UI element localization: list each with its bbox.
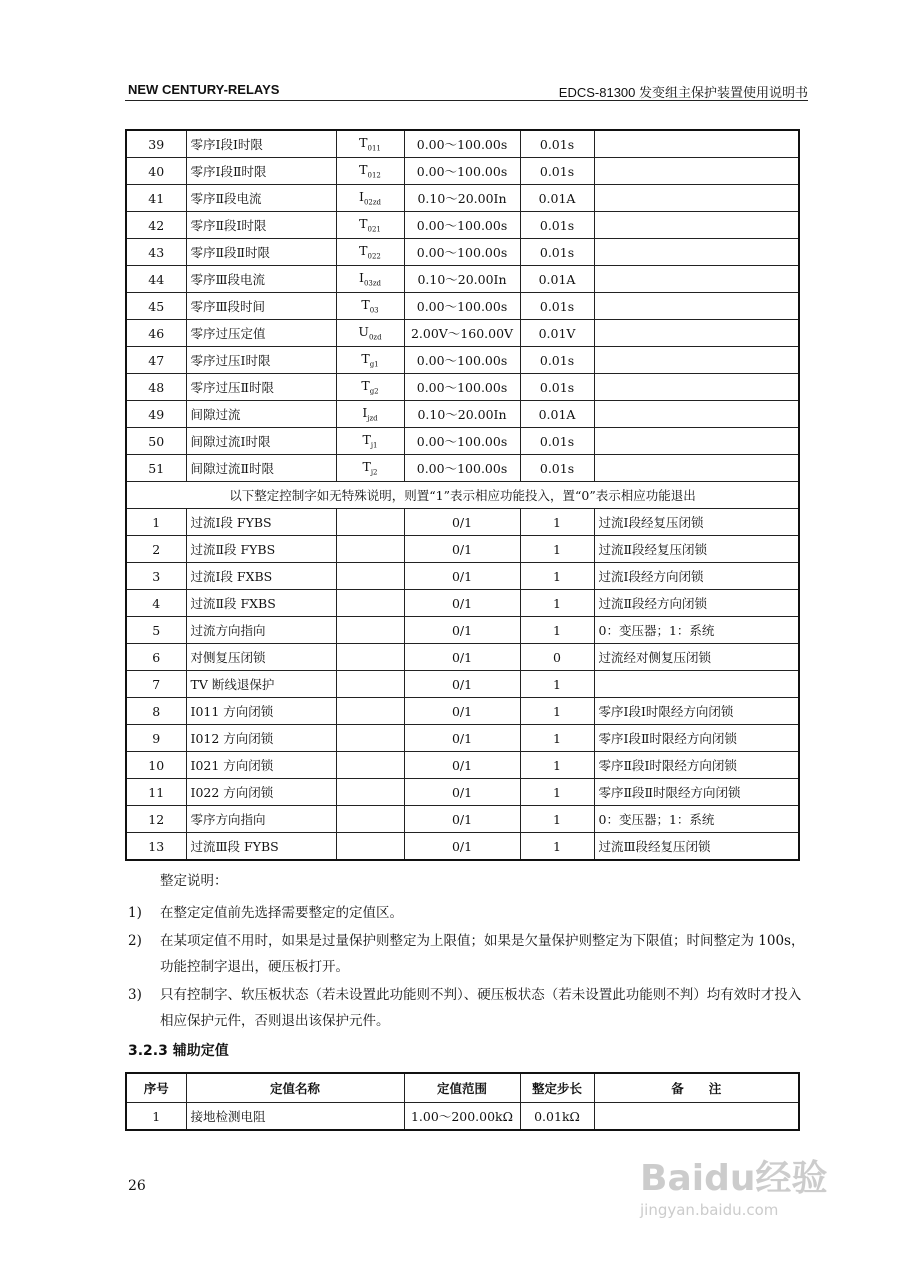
cell-step: 0.01s <box>520 293 594 320</box>
symbol-subscript: 0zd <box>368 333 382 342</box>
cell-no: 9 <box>126 725 186 752</box>
symbol-base: T <box>361 378 370 394</box>
cell-no: 45 <box>126 293 186 320</box>
cell-name: I011 方向闭锁 <box>186 698 336 725</box>
note-num: 2) <box>128 933 142 949</box>
cell-step: 0.01s <box>520 239 594 266</box>
cell-range: 0.10～20.00In <box>404 185 520 212</box>
cell-no: 44 <box>126 266 186 293</box>
cell-symbol <box>336 725 404 752</box>
cell-no: 39 <box>126 130 186 158</box>
cell-no: 40 <box>126 158 186 185</box>
table-row <box>126 347 799 374</box>
table-row <box>126 428 799 455</box>
cell-name: I012 方向闭锁 <box>186 725 336 752</box>
cell-step: 1 <box>520 590 594 617</box>
cell-symbol <box>336 698 404 725</box>
symbol-subscript: 02zd <box>363 198 382 207</box>
cell-name: 对侧复压闭锁 <box>186 644 336 671</box>
cell-name: 零序Ⅱ段Ⅰ时限 <box>186 212 336 239</box>
cell-symbol <box>336 239 404 266</box>
cell-note: 0：变压器；1：系统 <box>594 617 799 644</box>
symbol-subscript: 011 <box>367 144 381 153</box>
cell-no: 46 <box>126 320 186 347</box>
cell-symbol <box>336 536 404 563</box>
cell-step: 1 <box>520 698 594 725</box>
cell-no: 47 <box>126 347 186 374</box>
cell-note <box>594 1103 799 1131</box>
separator-row <box>126 482 799 509</box>
cell-step: 0.01kΩ <box>520 1103 594 1131</box>
cell-note <box>594 266 799 293</box>
cell-step: 1 <box>520 509 594 536</box>
cell-symbol <box>336 563 404 590</box>
watermark-url: jingyan.baidu.com <box>640 1201 779 1219</box>
cell-symbol <box>336 428 404 455</box>
cell-note: 0：变压器；1：系统 <box>594 806 799 833</box>
cell-note: 过流Ⅲ段经复压闭锁 <box>594 833 799 861</box>
cell-symbol <box>336 833 404 861</box>
table-row <box>126 212 799 239</box>
cell-note <box>594 347 799 374</box>
cell-note: 零序Ⅰ段Ⅱ时限经方向闭锁 <box>594 725 799 752</box>
cell-no: 11 <box>126 779 186 806</box>
cell-range: 0.00～100.00s <box>404 347 520 374</box>
cell-symbol <box>336 158 404 185</box>
symbol-subscript: g1 <box>369 360 379 369</box>
cell-symbol <box>336 590 404 617</box>
note-num: 3) <box>128 987 142 1003</box>
col-header: 定值范围 <box>404 1073 520 1103</box>
table-row <box>126 130 799 158</box>
cell-name: 过流Ⅱ段 FXBS <box>186 590 336 617</box>
table-row <box>126 239 799 266</box>
cell-symbol <box>336 320 404 347</box>
cell-symbol <box>336 455 404 482</box>
cell-symbol <box>336 130 404 158</box>
cell-step: 1 <box>520 536 594 563</box>
cell-name: I022 方向闭锁 <box>186 779 336 806</box>
symbol-base: T <box>361 297 370 313</box>
cell-step: 1 <box>520 833 594 861</box>
cell-symbol <box>336 806 404 833</box>
symbol-base: I <box>358 270 364 286</box>
table-row <box>126 725 799 752</box>
cell-symbol <box>336 212 404 239</box>
table-row <box>126 158 799 185</box>
cell-note <box>594 455 799 482</box>
cell-name: 零序过压定值 <box>186 320 336 347</box>
cell-note: 过流Ⅰ段经方向闭锁 <box>594 563 799 590</box>
cell-note <box>594 239 799 266</box>
table-row <box>126 671 799 698</box>
cell-step: 0.01s <box>520 455 594 482</box>
cell-name: 过流Ⅲ段 FYBS <box>186 833 336 861</box>
cell-name: 过流Ⅰ段 FYBS <box>186 509 336 536</box>
header-left: NEW CENTURY-RELAYS <box>128 82 280 97</box>
cell-no: 43 <box>126 239 186 266</box>
cell-range: 2.00V～160.00V <box>404 320 520 347</box>
cell-range: 0.00～100.00s <box>404 374 520 401</box>
cell-symbol <box>336 293 404 320</box>
notes-title: 整定说明： <box>160 873 228 889</box>
cell-step: 0.01s <box>520 428 594 455</box>
cell-name: 零序过压Ⅱ时限 <box>186 374 336 401</box>
table-row <box>126 509 799 536</box>
cell-symbol <box>336 401 404 428</box>
cell-step: 0.01A <box>520 401 594 428</box>
table-row <box>126 698 799 725</box>
cell-note: 过流经对侧复压闭锁 <box>594 644 799 671</box>
table-row <box>126 590 799 617</box>
note-text: 在整定定值前先选择需要整定的定值区。 <box>160 905 403 921</box>
cell-range: 0.00～100.00s <box>404 293 520 320</box>
cell-range: 0/1 <box>404 644 520 671</box>
cell-range: 0.00～100.00s <box>404 428 520 455</box>
cell-range: 0/1 <box>404 590 520 617</box>
symbol-base: T <box>359 243 368 259</box>
cell-no: 41 <box>126 185 186 212</box>
cell-range: 0/1 <box>404 833 520 861</box>
table-row <box>126 374 799 401</box>
symbol-base: T <box>359 216 368 232</box>
cell-note: 零序Ⅱ段Ⅰ时限经方向闭锁 <box>594 752 799 779</box>
cell-no: 4 <box>126 590 186 617</box>
symbol-base: I <box>362 405 368 421</box>
cell-note: 过流Ⅱ段经方向闭锁 <box>594 590 799 617</box>
cell-no: 1 <box>126 509 186 536</box>
cell-range: 0/1 <box>404 536 520 563</box>
symbol-base: I <box>358 189 364 205</box>
cell-symbol <box>336 779 404 806</box>
col-header: 整定步长 <box>520 1073 594 1103</box>
cell-no: 2 <box>126 536 186 563</box>
note-text: 只有控制字、软压板状态（若未设置此功能则不判）、硬压板状态（若未设置此功能则不判）均有效时才投入相应保护元件，否则退出该保护元件。 <box>160 987 802 1029</box>
cell-symbol <box>336 617 404 644</box>
cell-range: 0.00～100.00s <box>404 239 520 266</box>
cell-note <box>594 671 799 698</box>
cell-step: 1 <box>520 752 594 779</box>
table-row <box>126 320 799 347</box>
table-row <box>126 266 799 293</box>
cell-symbol <box>336 509 404 536</box>
cell-step: 0.01s <box>520 347 594 374</box>
table-header-row <box>126 1073 799 1103</box>
cell-name: 零序Ⅱ段Ⅱ时限 <box>186 239 336 266</box>
cell-symbol <box>336 266 404 293</box>
cell-name: 零序Ⅲ段时间 <box>186 293 336 320</box>
table-row <box>126 752 799 779</box>
table-row <box>126 806 799 833</box>
cell-no: 7 <box>126 671 186 698</box>
table-row <box>126 563 799 590</box>
cell-note <box>594 401 799 428</box>
section-heading: 3.2.3 辅助定值 <box>128 1043 229 1059</box>
cell-name: 间隙过流Ⅰ时限 <box>186 428 336 455</box>
symbol-subscript: 03zd <box>363 279 382 288</box>
cell-name: 零序过压Ⅰ时限 <box>186 347 336 374</box>
cell-range: 0.00～100.00s <box>404 212 520 239</box>
symbol-subscript: g2 <box>369 387 379 396</box>
cell-name: 过流Ⅱ段 FYBS <box>186 536 336 563</box>
symbol-subscript: j2 <box>370 468 378 477</box>
cell-name: 间隙过流Ⅱ时限 <box>186 455 336 482</box>
cell-note: 零序Ⅱ段Ⅱ时限经方向闭锁 <box>594 779 799 806</box>
cell-no: 42 <box>126 212 186 239</box>
col-header: 备 注 <box>594 1073 799 1103</box>
header-right: EDCS-81300 发变组主保护装置使用说明书 <box>558 85 808 100</box>
table-row <box>126 779 799 806</box>
cell-no: 51 <box>126 455 186 482</box>
cell-step: 1 <box>520 617 594 644</box>
cell-range: 0/1 <box>404 725 520 752</box>
symbol-base: U <box>358 324 369 340</box>
cell-range: 0/1 <box>404 509 520 536</box>
aux-settings-table <box>125 1072 800 1131</box>
watermark-brand: Baidu经验 <box>640 1158 828 1199</box>
cell-range: 0/1 <box>404 806 520 833</box>
cell-no: 12 <box>126 806 186 833</box>
cell-symbol <box>336 374 404 401</box>
cell-range: 0.10～20.00In <box>404 266 520 293</box>
cell-symbol <box>336 671 404 698</box>
note-num: 1) <box>128 905 142 921</box>
cell-name: 接地检测电阻 <box>186 1103 404 1131</box>
cell-step: 0.01A <box>520 185 594 212</box>
symbol-subscript: j1 <box>370 441 378 450</box>
cell-step: 1 <box>520 806 594 833</box>
cell-note: 过流Ⅰ段经复压闭锁 <box>594 509 799 536</box>
symbol-subscript: jzd <box>367 414 378 423</box>
cell-symbol <box>336 185 404 212</box>
symbol-base: T <box>359 162 368 178</box>
cell-name: 零序Ⅰ段Ⅰ时限 <box>186 130 336 158</box>
cell-step: 0.01A <box>520 266 594 293</box>
cell-note <box>594 320 799 347</box>
cell-range: 0/1 <box>404 617 520 644</box>
table-row <box>126 455 799 482</box>
table-row <box>126 185 799 212</box>
cell-symbol <box>336 644 404 671</box>
cell-step: 0.01s <box>520 212 594 239</box>
cell-name: 零序方向指向 <box>186 806 336 833</box>
cell-name: 零序Ⅲ段电流 <box>186 266 336 293</box>
table-row <box>126 1103 799 1131</box>
symbol-subscript: 012 <box>367 171 381 180</box>
cell-step: 1 <box>520 671 594 698</box>
table-row <box>126 536 799 563</box>
table-row <box>126 293 799 320</box>
symbol-subscript: 03 <box>369 306 379 315</box>
cell-note: 过流Ⅱ段经复压闭锁 <box>594 536 799 563</box>
page-number: 26 <box>128 1178 146 1194</box>
cell-range: 0.00～100.00s <box>404 130 520 158</box>
cell-no: 8 <box>126 698 186 725</box>
cell-range: 0/1 <box>404 698 520 725</box>
table-row <box>126 833 799 861</box>
cell-step: 1 <box>520 725 594 752</box>
cell-range: 0/1 <box>404 752 520 779</box>
cell-range: 0.00～100.00s <box>404 455 520 482</box>
cell-no: 50 <box>126 428 186 455</box>
cell-name: TV 断线退保护 <box>186 671 336 698</box>
cell-note <box>594 293 799 320</box>
cell-no: 49 <box>126 401 186 428</box>
symbol-base: T <box>362 432 371 448</box>
cell-range: 0.00～100.00s <box>404 158 520 185</box>
cell-name: 过流方向指向 <box>186 617 336 644</box>
table-row <box>126 644 799 671</box>
note-text: 在某项定值不用时，如果是过量保护则整定为上限值；如果是欠量保护则整定为下限值；时间整定为 100s，功能控制字退出，硬压板打开。 <box>160 933 805 975</box>
cell-range: 0/1 <box>404 563 520 590</box>
col-header: 序号 <box>126 1073 186 1103</box>
symbol-subscript: 021 <box>367 225 381 234</box>
cell-name: 零序Ⅱ段电流 <box>186 185 336 212</box>
cell-step: 0 <box>520 644 594 671</box>
cell-no: 1 <box>126 1103 186 1131</box>
cell-note <box>594 374 799 401</box>
cell-step: 0.01s <box>520 158 594 185</box>
header-divider <box>125 100 808 101</box>
cell-note <box>594 130 799 158</box>
cell-step: 1 <box>520 779 594 806</box>
cell-no: 5 <box>126 617 186 644</box>
symbol-base: T <box>359 135 368 151</box>
cell-name: I021 方向闭锁 <box>186 752 336 779</box>
cell-step: 0.01s <box>520 374 594 401</box>
cell-step: 0.01V <box>520 320 594 347</box>
table-row <box>126 401 799 428</box>
cell-no: 10 <box>126 752 186 779</box>
separator-text: 以下整定控制字如无特殊说明，则置“1”表示相应功能投入，置“0”表示相应功能退出 <box>126 482 799 509</box>
cell-note <box>594 185 799 212</box>
symbol-subscript: 022 <box>367 252 381 261</box>
symbol-base: T <box>362 459 371 475</box>
settings-table <box>125 129 800 861</box>
cell-no: 48 <box>126 374 186 401</box>
cell-note <box>594 212 799 239</box>
cell-step: 1 <box>520 563 594 590</box>
cell-no: 6 <box>126 644 186 671</box>
cell-range: 0.10～20.00In <box>404 401 520 428</box>
cell-note: 零序Ⅰ段Ⅰ时限经方向闭锁 <box>594 698 799 725</box>
watermark-logo <box>640 1150 827 1219</box>
symbol-base: T <box>361 351 370 367</box>
cell-name: 零序Ⅰ段Ⅱ时限 <box>186 158 336 185</box>
cell-range: 0/1 <box>404 671 520 698</box>
col-header: 定值名称 <box>186 1073 404 1103</box>
cell-symbol <box>336 347 404 374</box>
cell-note <box>594 428 799 455</box>
cell-symbol <box>336 752 404 779</box>
cell-note <box>594 158 799 185</box>
cell-range: 1.00～200.00kΩ <box>404 1103 520 1131</box>
cell-range: 0/1 <box>404 779 520 806</box>
cell-no: 3 <box>126 563 186 590</box>
table-row <box>126 617 799 644</box>
cell-step: 0.01s <box>520 130 594 158</box>
cell-no: 13 <box>126 833 186 861</box>
cell-name: 间隙过流 <box>186 401 336 428</box>
cell-name: 过流Ⅰ段 FXBS <box>186 563 336 590</box>
